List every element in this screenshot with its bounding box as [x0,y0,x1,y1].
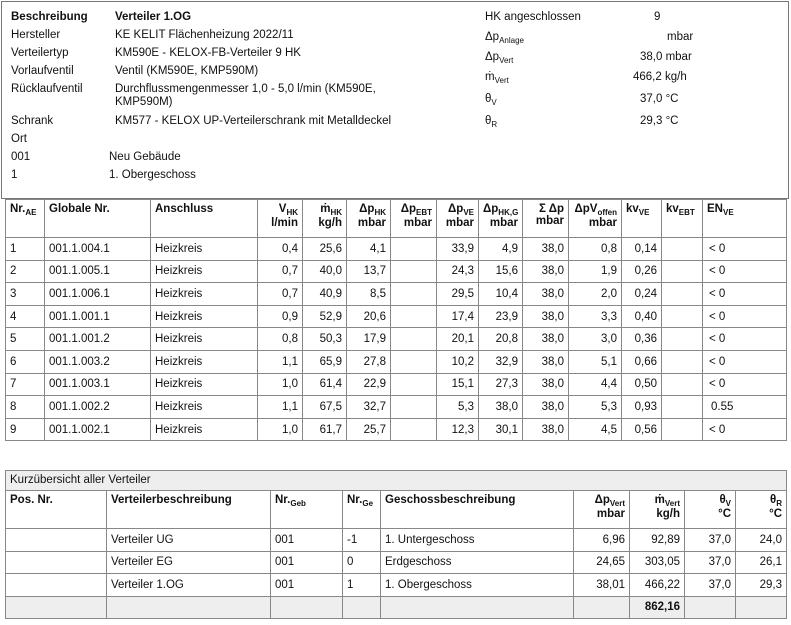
col-m-hk: ṁ$_{HK}$ kg/h [303,200,347,238]
summary-header-row [6,491,787,529]
table-cell: 15,6 [479,260,523,283]
table-cell [391,396,437,419]
table-cell: 38,0 [523,305,569,328]
table-row [6,373,787,396]
table-cell [391,283,437,306]
table-cell: 001.1.006.1 [45,283,151,306]
table-cell: 65,9 [303,350,347,373]
col-nr-ae: $Nr._{AE}$ [6,200,45,238]
m-vert-value: 466,2 kg/h [633,71,687,83]
hersteller-value: KE KELIT Flächenheizung 2022/11 [115,29,294,41]
table-cell: 27,8 [347,350,391,373]
table-cell: 40,9 [303,283,347,306]
table-cell: Heizkreis [151,305,258,328]
table-cell [662,373,703,396]
summary-cell: Verteiler UG [107,529,271,552]
table-row [6,305,787,328]
col-dp-ebt: $\Delta p_{EBT}$ mbar [391,200,437,238]
table-cell: < 0 [703,238,787,261]
table-cell: 15,1 [437,373,479,396]
theta-v-label: $\theta_V$ [485,93,497,107]
table-cell: 0,8 [569,238,622,261]
table-cell: 5 [6,328,45,351]
table-cell: 1,1 [258,396,303,419]
table-cell: 50,3 [303,328,347,351]
table-cell: 33,9 [437,238,479,261]
col-v-hk: · $V_{HK}$ l/min [258,200,303,238]
summary-total-cell [271,596,343,619]
table-cell: Heizkreis [151,373,258,396]
table-cell: < 0 [703,328,787,351]
table-cell: 10,2 [437,350,479,373]
table-cell: 5,3 [437,396,479,419]
table-cell [391,350,437,373]
table-cell: 20,6 [347,305,391,328]
table-cell: 0,9 [258,305,303,328]
table-row [6,418,787,441]
table-cell: Heizkreis [151,260,258,283]
table-cell: 20,1 [437,328,479,351]
table-row [6,396,787,419]
table-cell: 001.1.003.2 [45,350,151,373]
summary-cell: 001 [271,574,343,597]
theta-r-label: $\theta_R$ [485,115,498,129]
schrank-value: KM577 - KELOX UP-Verteilerschrank mit Metalldeckel [115,115,392,127]
table-cell [662,328,703,351]
table-cell: < 0 [703,283,787,306]
table-cell: 52,9 [303,305,347,328]
col-theta-r: $\theta_R$ °C [736,491,787,529]
table-cell: 12,3 [437,418,479,441]
table-cell: 0,93 [622,396,662,419]
table-cell: 0,50 [622,373,662,396]
col-dpv-offen: ΔpV$_{offen}$ mbar [569,200,622,238]
table-cell: 001.1.003.1 [45,373,151,396]
geschoss-nr: 1 [11,169,18,181]
summary-cell: 1. Obergeschoss [381,574,574,597]
table-cell: 27,3 [479,373,523,396]
summary-cell: 6,96 [574,529,630,552]
m-vert-label: ṁ$_{Vert}$ [485,71,509,85]
vorlaufventil-label: Vorlaufventil [11,65,74,77]
summary-cell: 37,0 [685,529,736,552]
table-cell: 38,0 [523,350,569,373]
summary-cell: 24,65 [574,551,630,574]
summary-cell: 29,3 [736,574,787,597]
table-cell: 38,0 [523,396,569,419]
table-cell: 0,4 [258,238,303,261]
geschoss-name: 1. Obergeschoss [109,169,196,181]
table-cell [391,305,437,328]
summary-total-cell [574,596,630,619]
table-cell: 0,7 [258,283,303,306]
table-cell [391,373,437,396]
table-cell: 0,56 [622,418,662,441]
summary-total-mass-flow: 862,16 [630,596,685,619]
table-cell: 30,1 [479,418,523,441]
ruecklaufventil-label: Rücklaufventil [11,83,83,95]
table-cell [391,328,437,351]
col-dp-ve: $\Delta p_{VE}$ mbar [437,200,479,238]
table-cell: 001.1.001.2 [45,328,151,351]
table-cell: 001.1.004.1 [45,238,151,261]
table-cell: Heizkreis [151,283,258,306]
col-theta-v: $\theta_V$ °C [685,491,736,529]
table-cell: < 0 [703,260,787,283]
summary-cell: 37,0 [685,551,736,574]
dp-vert-value: 38,0 mbar [640,51,692,63]
table-cell: 2 [6,260,45,283]
col-dp-vert: $\Delta p_{Vert}$ mbar [574,491,630,529]
table-cell: 4,5 [569,418,622,441]
table-cell: 61,7 [303,418,347,441]
table-cell: 3 [6,283,45,306]
table-cell: 17,4 [437,305,479,328]
hersteller-label: Hersteller [11,29,61,41]
summary-total-row [6,596,787,619]
table-cell: 0,14 [622,238,662,261]
table-cell [391,238,437,261]
col-verteilerbeschreibung: Verteilerbeschreibung [107,491,271,529]
table-cell: 3,3 [569,305,622,328]
summary-cell: Verteiler 1.OG [107,574,271,597]
table-cell: 67,5 [303,396,347,419]
table-cell: 38,0 [523,283,569,306]
table-cell: 0,40 [622,305,662,328]
summary-cell: 466,22 [630,574,685,597]
summary-row [6,551,787,574]
summary-total-cell [343,596,381,619]
table-cell: 0,24 [622,283,662,306]
table-cell: 5,3 [569,396,622,419]
table-cell: 5,1 [569,350,622,373]
table-cell [662,305,703,328]
schrank-label: Schrank [11,115,54,127]
table-cell: < 0 [703,373,787,396]
table-cell: 001.1.002.1 [45,418,151,441]
table-cell: 38,0 [479,396,523,419]
ruecklaufventil-value-line1: Durchflussmengenmesser 1,0 - 5,0 l/min (KM590E, [115,83,376,95]
table-cell: 1,0 [258,373,303,396]
table-cell [662,238,703,261]
beschreibung-value: Verteiler 1.OG [115,11,192,23]
col-anschluss: Anschluss [151,200,258,238]
table-cell [662,418,703,441]
verteilertyp-value: KM590E - KELOX-FB-Verteiler 9 HK [115,47,301,59]
table-cell: 22,9 [347,373,391,396]
dp-anlage-value: mbar [667,31,694,43]
col-kv-ebt: $kv_{EBT}$ [662,200,703,238]
table-cell: 001.1.002.2 [45,396,151,419]
table-cell: 8,5 [347,283,391,306]
heating-circuit-table [5,199,787,441]
summary-total-cell [107,596,271,619]
summary-cell: 1 [343,574,381,597]
table-cell: 25,7 [347,418,391,441]
table-cell: Heizkreis [151,328,258,351]
table-cell: 4,4 [569,373,622,396]
col-geschossbeschreibung: Geschossbeschreibung [381,491,574,529]
vorlaufventil-value: Ventil (KM590E, KMP590M) [115,65,259,77]
summary-cell: 0 [343,551,381,574]
summary-cell: 38,01 [574,574,630,597]
table-cell: 0.55 [703,396,787,419]
summary-cell: Verteiler EG [107,551,271,574]
col-m-vert: ṁ$_{Vert}$ kg/h [630,491,685,529]
table-cell: Heizkreis [151,238,258,261]
table-row [6,328,787,351]
theta-r-value: 29,3 °C [640,115,679,127]
hk-value: 9 [654,11,661,23]
table-cell [391,418,437,441]
distributor-summary-table [5,470,787,619]
table-cell: 0,7 [258,260,303,283]
distributor-info-panel [1,1,789,199]
table-cell: 1,1 [258,350,303,373]
summary-cell: 1. Untergeschoss [381,529,574,552]
table-cell: 38,0 [523,328,569,351]
summary-cell: 001 [271,551,343,574]
col-pos-nr: Pos. Nr. [6,491,107,529]
summary-cell [6,574,107,597]
table-cell: 8 [6,396,45,419]
summary-total-cell [6,596,107,619]
table-cell: 9 [6,418,45,441]
col-nr-ge: $Nr._{Ge}$ [343,491,381,529]
table-cell: Heizkreis [151,396,258,419]
col-en-ve: $EN_{VE}$ [703,200,787,238]
table-cell: 20,8 [479,328,523,351]
table-cell: 1 [6,238,45,261]
col-sum-dp: Σ Δp mbar [523,200,569,238]
table-cell: 0,66 [622,350,662,373]
col-globale-nr: Globale Nr. [45,200,151,238]
col-dp-hkg: $\Delta p_{HK,G}$ mbar [479,200,523,238]
table-row [6,260,787,283]
summary-cell: 26,1 [736,551,787,574]
table-cell: < 0 [703,418,787,441]
summary-cell: -1 [343,529,381,552]
table-cell: 7 [6,373,45,396]
table-cell: < 0 [703,305,787,328]
table-cell: 10,4 [479,283,523,306]
table-cell: Heizkreis [151,350,258,373]
ort-label: Ort [11,133,27,145]
summary-cell: 001 [271,529,343,552]
table-cell: 38,0 [523,238,569,261]
table-cell [662,350,703,373]
table-cell: 2,0 [569,283,622,306]
table-cell [662,396,703,419]
table-cell: Heizkreis [151,418,258,441]
table-cell: < 0 [703,350,787,373]
table-cell: 38,0 [523,260,569,283]
summary-caption-row [6,471,787,491]
table-cell: 001.1.005.1 [45,260,151,283]
table-cell: 001.1.001.1 [45,305,151,328]
table-cell: 0,36 [622,328,662,351]
gebaeude-nr: 001 [11,151,31,163]
col-nr-geb: $Nr._{Geb}$ [271,491,343,529]
beschreibung-label: Beschreibung [11,11,88,23]
ruecklaufventil-value-line2: KMP590M) [115,96,173,108]
table-cell: 32,9 [479,350,523,373]
summary-cell: 24,0 [736,529,787,552]
table-cell: 1,0 [258,418,303,441]
summary-total-cell [381,596,574,619]
table-cell: 23,9 [479,305,523,328]
summary-cell [6,529,107,552]
table-cell [662,283,703,306]
summary-cell: 92,89 [630,529,685,552]
table-cell: 4,1 [347,238,391,261]
table-cell: 32,7 [347,396,391,419]
table-cell: 4,9 [479,238,523,261]
col-dp-hk: $\Delta p_{HK}$ mbar [347,200,391,238]
table-cell: 4 [6,305,45,328]
table-row [6,283,787,306]
summary-row [6,529,787,552]
table-cell: 3,0 [569,328,622,351]
dp-anlage-label: $\Delta p_{Anlage}$ [485,31,524,45]
summary-cell: 303,05 [630,551,685,574]
table-cell: 25,6 [303,238,347,261]
table-header-row [6,200,787,238]
table-cell: 61,4 [303,373,347,396]
dp-vert-label: $\Delta p_{Vert}$ [485,51,514,65]
table-cell: 29,5 [437,283,479,306]
summary-caption: Kurzübersicht aller Verteiler [6,471,787,491]
gebaeude-name: Neu Gebäude [109,151,181,163]
table-cell: 1,9 [569,260,622,283]
summary-total-cell [685,596,736,619]
summary-cell: Erdgeschoss [381,551,574,574]
table-cell: 0,8 [258,328,303,351]
table-cell: 38,0 [523,418,569,441]
table-cell: 0,26 [622,260,662,283]
theta-v-value: 37,0 °C [640,93,679,105]
summary-cell: 37,0 [685,574,736,597]
table-cell: 40,0 [303,260,347,283]
hk-label: HK angeschlossen [485,11,581,23]
table-cell [662,260,703,283]
summary-row [6,574,787,597]
summary-total-cell [736,596,787,619]
table-row [6,350,787,373]
verteilertyp-label: Verteilertyp [11,47,69,59]
table-row [6,238,787,261]
table-cell: 13,7 [347,260,391,283]
table-cell: 17,9 [347,328,391,351]
table-cell: 38,0 [523,373,569,396]
col-kv-ve: $kv_{VE}$ [622,200,662,238]
table-cell: 6 [6,350,45,373]
summary-cell [6,551,107,574]
table-cell: 24,3 [437,260,479,283]
table-cell [391,260,437,283]
